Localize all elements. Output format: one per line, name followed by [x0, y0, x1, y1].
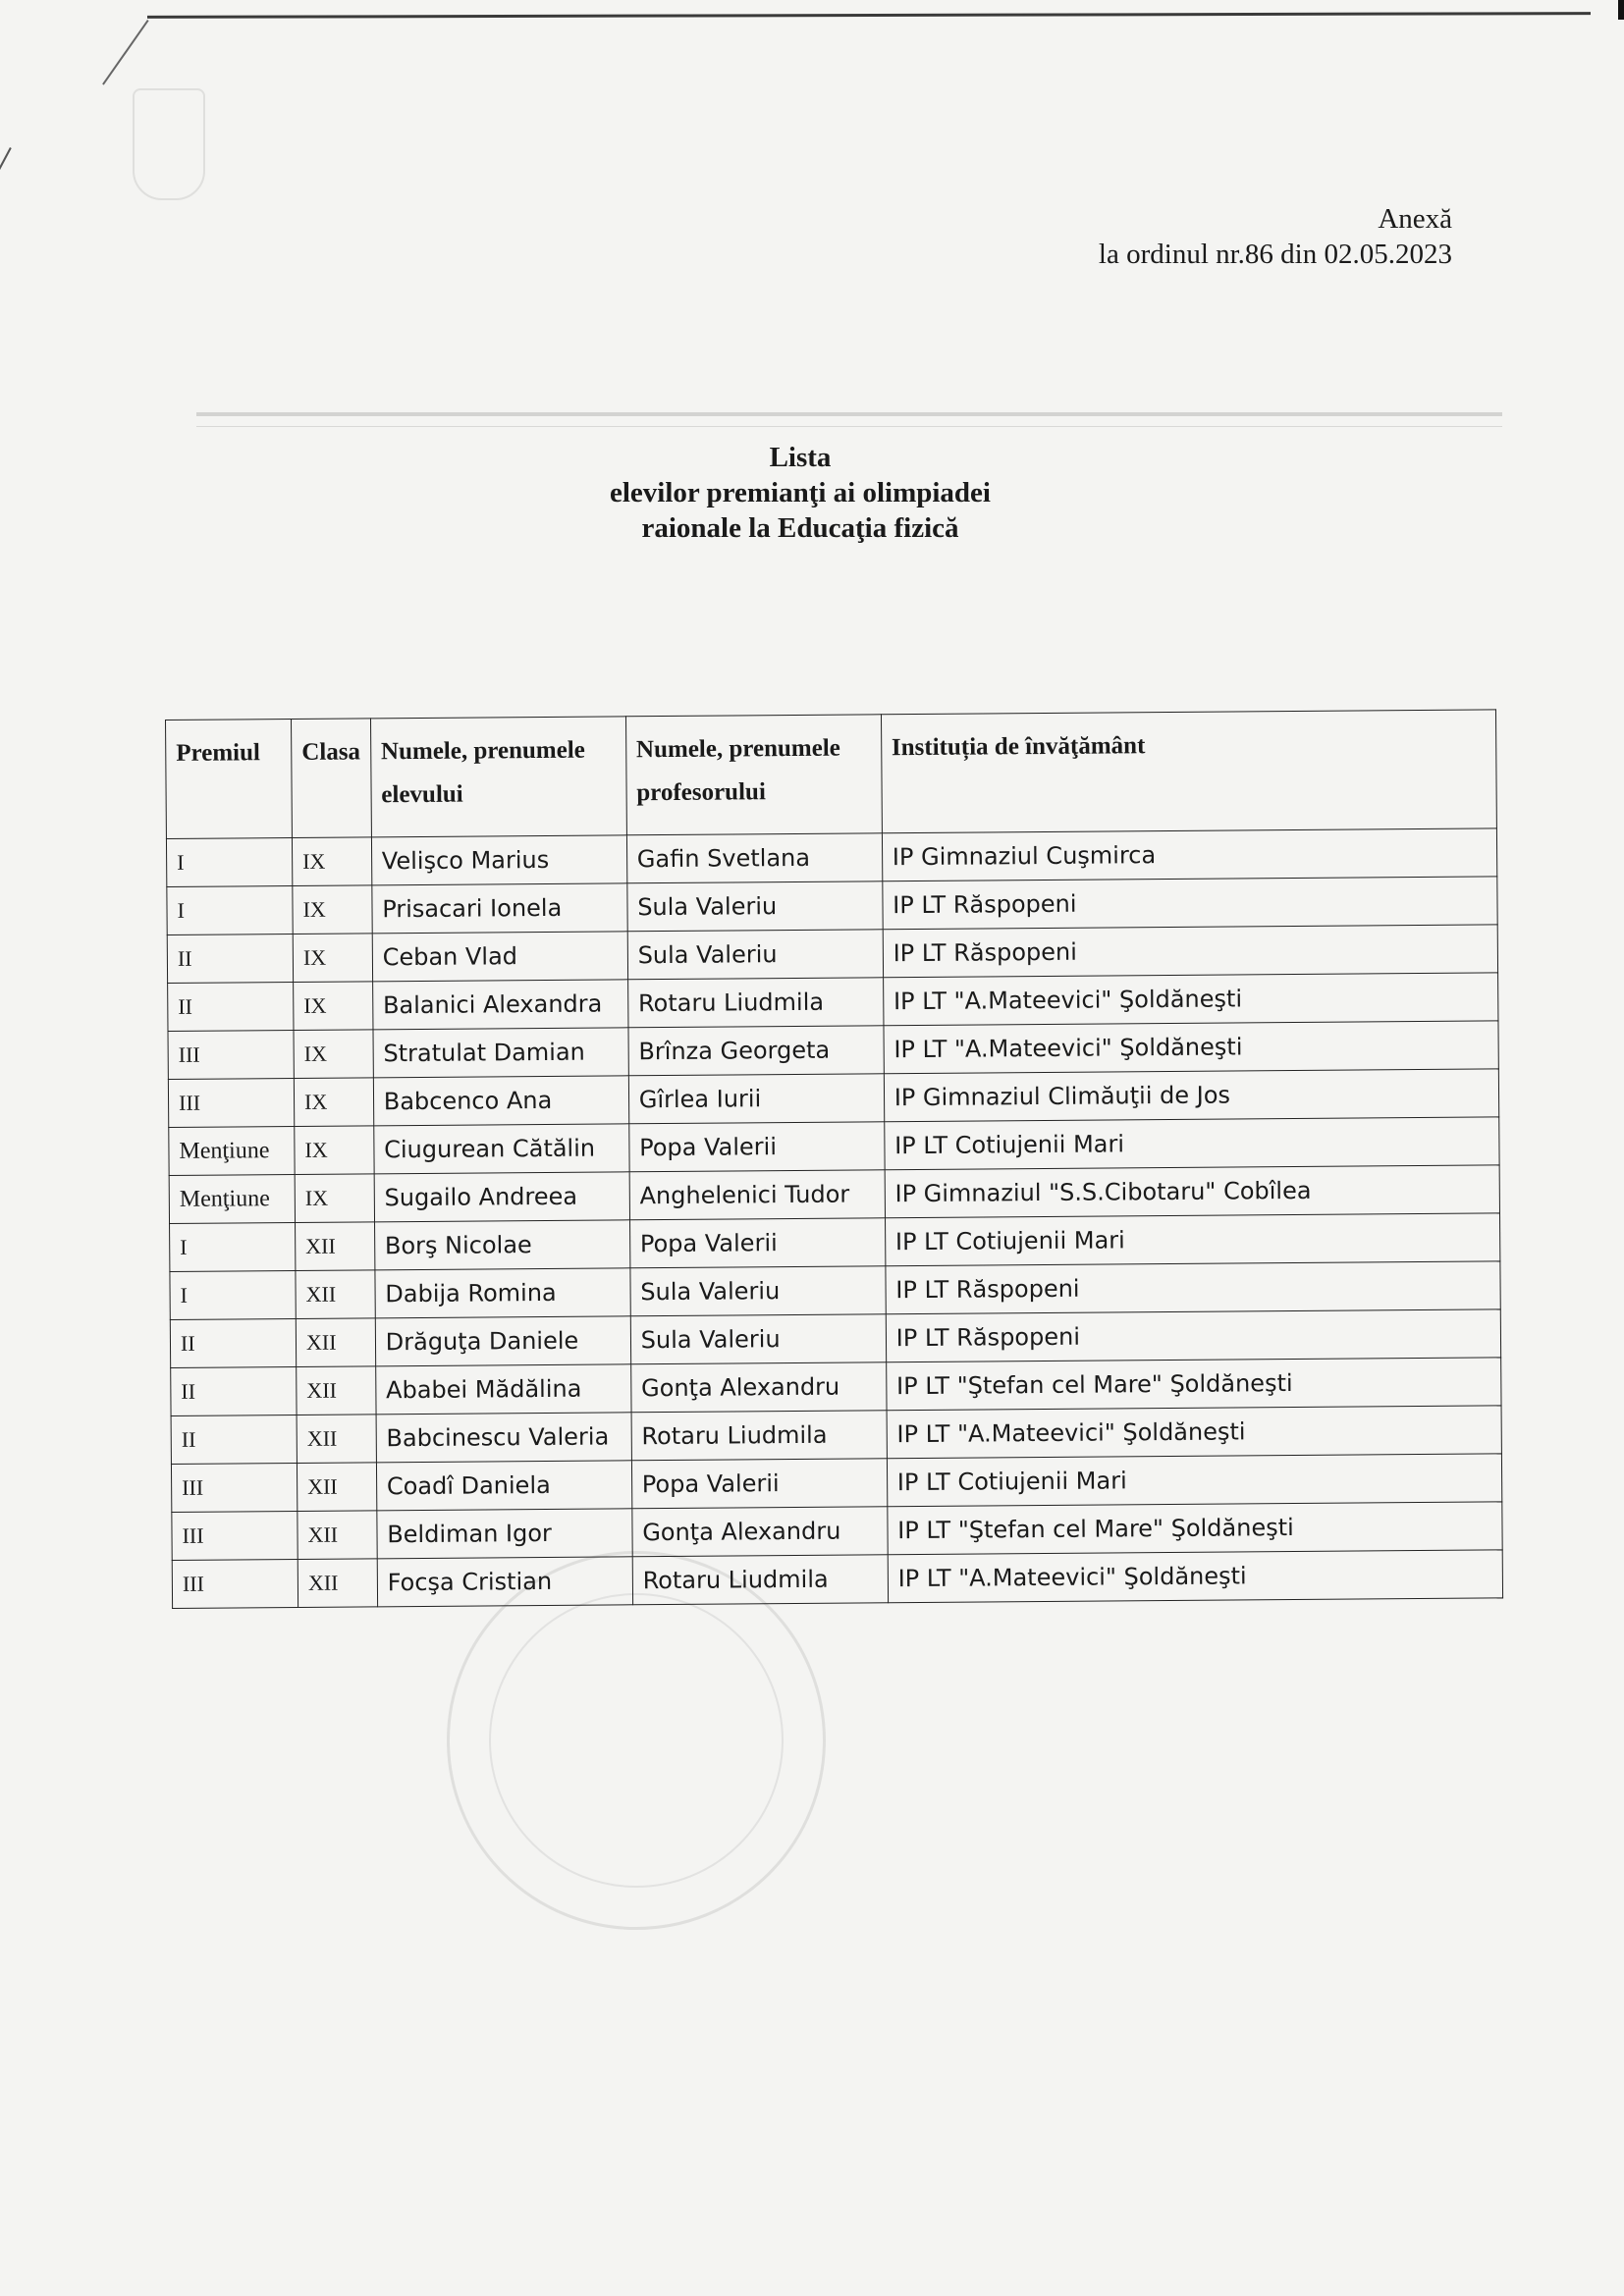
cell-teacher: Sula Valeriu	[630, 1266, 886, 1316]
cell-student: Beldiman Igor	[377, 1509, 632, 1559]
cell-teacher: Gafin Svetlana	[626, 833, 882, 883]
cell-class: XII	[296, 1222, 375, 1271]
cell-teacher: Sula Valeriu	[627, 881, 883, 932]
title-line-3: raionale la Educaţia fizică	[641, 512, 959, 544]
fold-line	[0, 147, 12, 261]
cell-institution: IP Gimnaziul Cuşmirca	[882, 828, 1497, 881]
cell-teacher: Rotaru Liudmila	[631, 1411, 887, 1461]
cell-class: IX	[295, 1174, 374, 1223]
cell-class: XII	[297, 1415, 376, 1464]
cell-prize: III	[168, 1030, 294, 1079]
cell-prize: II	[171, 1415, 297, 1464]
scan-mark	[1618, 0, 1624, 20]
cell-teacher: Popa Valerii	[629, 1218, 885, 1268]
cell-prize: I	[166, 837, 292, 886]
header-class: Clasa	[291, 719, 371, 838]
cell-institution: IP Gimnaziul "S.S.Cibotaru" Cobîlea	[885, 1165, 1500, 1218]
cell-teacher: Anghelenici Tudor	[629, 1170, 885, 1220]
cell-class: XII	[297, 1366, 376, 1415]
annex-label: Anexă	[1378, 203, 1452, 235]
cell-class: IX	[295, 1126, 374, 1175]
cell-student: Ababei Mădălina	[375, 1364, 630, 1415]
cell-teacher: Popa Valerii	[628, 1122, 884, 1172]
cell-prize: II	[168, 982, 294, 1031]
cell-institution: IP LT "A.Mateevici" Şoldăneşti	[888, 1550, 1503, 1603]
cell-institution: IP LT Răspopeni	[886, 1309, 1501, 1362]
document-title	[550, 440, 1051, 546]
bleed-through-rule	[196, 412, 1502, 416]
cell-class: IX	[294, 1078, 373, 1127]
annex-order-ref: la ordinul nr.86 din 02.05.2023	[1098, 239, 1452, 270]
cell-student: Stratulat Damian	[373, 1028, 628, 1078]
cell-student: Sugailo Andreea	[374, 1172, 629, 1222]
cell-student: Coadî Daniela	[376, 1461, 631, 1511]
cell-student: Velişco Marius	[371, 835, 626, 885]
cell-institution: IP LT Răspopeni	[883, 877, 1498, 930]
cell-student: Ceban Vlad	[372, 932, 627, 982]
cell-class: XII	[298, 1511, 377, 1560]
cell-prize: II	[167, 934, 293, 983]
title-line-1: Lista	[769, 442, 832, 473]
fold-line	[102, 20, 149, 85]
cell-prize: II	[171, 1366, 297, 1415]
cell-class: IX	[293, 885, 372, 934]
cell-teacher: Gonţa Alexandru	[630, 1362, 886, 1413]
annex-block	[1099, 201, 1452, 272]
header-teacher: Numele, prenumele profesorului	[625, 715, 882, 835]
bleed-through-rule	[196, 426, 1502, 427]
cell-institution: IP LT "A.Mateevici" Şoldăneşti	[883, 973, 1498, 1026]
cell-student: Babcenco Ana	[373, 1076, 628, 1126]
cell-prize: I	[167, 885, 293, 934]
cell-prize: III	[172, 1559, 298, 1608]
cell-class: XII	[296, 1270, 375, 1319]
header-prize: Premiul	[166, 719, 293, 838]
cell-teacher: Popa Valerii	[631, 1459, 887, 1509]
cell-student: Drăguţa Daniele	[375, 1316, 630, 1366]
bleed-through-stamp	[447, 1551, 826, 1930]
cell-institution: IP LT Cotiujenii Mari	[884, 1117, 1499, 1170]
cell-student: Balanici Alexandra	[372, 980, 627, 1030]
cell-student: Borş Nicolae	[374, 1220, 629, 1270]
cell-prize: II	[170, 1318, 296, 1367]
cell-class: XII	[297, 1463, 376, 1512]
header-institution: Instituția de învăţământ	[881, 710, 1496, 833]
cell-teacher: Sula Valeriu	[630, 1314, 886, 1364]
cell-student: Prisacari Ionela	[372, 883, 627, 934]
cell-prize: I	[170, 1270, 296, 1319]
cell-institution: IP LT "Ştefan cel Mare" Şoldăneşti	[888, 1502, 1503, 1555]
cell-class: XII	[296, 1318, 375, 1367]
page-edge	[147, 12, 1591, 19]
table-body	[166, 828, 1502, 1609]
cell-teacher: Gonţa Alexandru	[632, 1507, 888, 1557]
cell-class: IX	[292, 837, 371, 886]
cell-class: IX	[294, 982, 373, 1031]
stamp-ring	[489, 1593, 784, 1888]
cell-teacher: Gîrlea Iurii	[628, 1074, 884, 1124]
cell-prize: Menţiune	[169, 1174, 295, 1223]
cell-institution: IP Gimnaziul Climăuţii de Jos	[884, 1069, 1499, 1122]
cell-teacher: Rotaru Liudmila	[632, 1555, 888, 1605]
cell-teacher: Brînza Georgeta	[628, 1026, 884, 1076]
cell-prize: I	[170, 1222, 296, 1271]
cell-prize: III	[171, 1463, 297, 1512]
table-header-row	[166, 710, 1497, 839]
cell-institution: IP LT Răspopeni	[883, 925, 1498, 978]
table-row	[172, 1550, 1502, 1609]
cell-institution: IP LT "Ştefan cel Mare" Şoldăneşti	[886, 1358, 1501, 1411]
premiants-table	[165, 709, 1503, 1609]
title-line-2: elevilor premianţi ai olimpiadei	[610, 477, 991, 508]
cell-institution: IP LT "A.Mateevici" Şoldăneşti	[887, 1406, 1502, 1459]
bleed-through-crest	[133, 88, 205, 200]
cell-student: Ciugurean Cătălin	[373, 1124, 628, 1174]
cell-prize: III	[172, 1511, 298, 1560]
cell-student: Focşa Cristian	[377, 1557, 632, 1607]
cell-class: IX	[294, 1030, 373, 1079]
cell-prize: Menţiune	[169, 1126, 295, 1175]
cell-institution: IP LT Cotiujenii Mari	[887, 1454, 1502, 1507]
cell-prize: III	[168, 1078, 294, 1127]
cell-teacher: Sula Valeriu	[627, 930, 883, 980]
cell-class: IX	[293, 934, 372, 983]
cell-institution: IP LT Cotiujenii Mari	[885, 1213, 1500, 1266]
cell-institution: IP LT Răspopeni	[886, 1261, 1501, 1314]
cell-institution: IP LT "A.Mateevici" Şoldăneşti	[884, 1021, 1499, 1074]
cell-class: XII	[298, 1559, 377, 1608]
cell-teacher: Rotaru Liudmila	[627, 978, 883, 1028]
cell-student: Dabija Romina	[375, 1268, 630, 1318]
cell-student: Babcinescu Valeria	[376, 1413, 631, 1463]
header-student: Numele, prenumele elevului	[370, 717, 626, 837]
